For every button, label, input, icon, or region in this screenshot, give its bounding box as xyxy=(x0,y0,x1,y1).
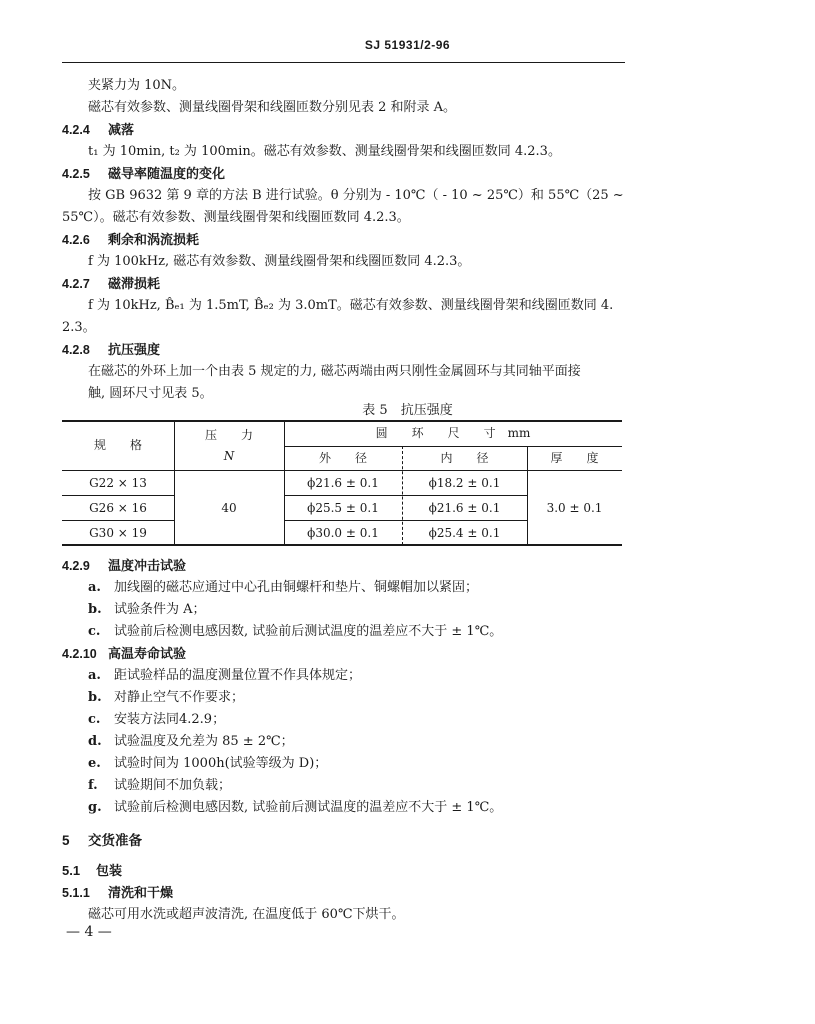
chapter-number: 5 xyxy=(62,833,70,848)
section-title: 剩余和涡流损耗 xyxy=(108,232,200,247)
list-marker: g. xyxy=(88,800,102,815)
cell-thickness: 3.0 ± 0.1 xyxy=(546,501,603,515)
list-text: 试验条件为 A； xyxy=(114,602,206,617)
list-marker: e. xyxy=(88,756,101,771)
header-spec: 规 格 xyxy=(93,438,142,452)
section-heading-5-1-1 xyxy=(62,884,173,903)
table-rule xyxy=(62,520,174,521)
header-force: 压 力 xyxy=(204,428,253,442)
section-number: 4.2.5 xyxy=(62,167,90,181)
paragraph-line: 按 GB 9632 第 9 章的方法 B 进行试验。θ 分别为 - 10℃（ - 10 ~ 25℃）和 55℃（25 ~ xyxy=(88,188,624,203)
cell-spec: G22 × 13 xyxy=(89,476,147,490)
table-bottom-rule xyxy=(62,544,622,546)
section-heading-4-2-9 xyxy=(62,557,186,576)
table-top-rule xyxy=(62,420,622,422)
list-item xyxy=(88,623,502,641)
list-text: 试验前后检测电感因数, 试验前后测试温度的温差应不大于 ± 1℃。 xyxy=(114,800,503,815)
section-number: 4.2.4 xyxy=(62,123,90,137)
section-number: 4.2.6 xyxy=(62,233,90,247)
table-compressive-strength xyxy=(62,420,622,546)
list-marker: f. xyxy=(88,778,98,793)
section-heading-4-2-10 xyxy=(62,645,186,664)
section-heading-4-2-4 xyxy=(62,121,134,140)
header-force-unit: N xyxy=(223,449,235,463)
section-title: 包装 xyxy=(96,863,123,878)
paragraph-line: 在磁芯的外环上加一个由表 5 规定的力, 磁芯两端由两只刚性金属圆环与其同轴平面接 xyxy=(88,364,581,379)
list-item xyxy=(88,689,244,707)
section-number: 5.1 xyxy=(62,863,81,878)
table-rule xyxy=(284,520,527,521)
list-text: 试验期间不加负载； xyxy=(114,778,232,793)
list-item xyxy=(88,799,502,817)
section-title: 抗压强度 xyxy=(108,342,161,357)
table-rule xyxy=(62,470,622,471)
cell-spec: G26 × 16 xyxy=(89,501,147,515)
cell-inner: ϕ21.6 ± 0.1 xyxy=(428,501,501,515)
list-item xyxy=(88,667,361,685)
list-text: 对静止空气不作要求； xyxy=(114,690,245,705)
list-item xyxy=(88,733,294,751)
paragraph-line: t₁ 为 10min, t₂ 为 100min。磁芯有效参数、测量线圈骨架和线圈匝数同 4.2.3。 xyxy=(88,144,561,159)
paragraph-line: f 为 100kHz, 磁芯有效参数、测量线圈骨架和线圈匝数同 4.2.3。 xyxy=(88,254,471,269)
list-marker: a. xyxy=(88,668,101,683)
table-rule xyxy=(284,446,622,447)
paragraph-line: 2.3。 xyxy=(62,320,96,335)
paragraph-line: 夹紧力为 10N。 xyxy=(88,78,186,93)
section-heading-4-2-8 xyxy=(62,341,160,360)
chapter-heading-5 xyxy=(62,832,142,851)
list-item xyxy=(88,601,206,619)
list-item xyxy=(88,711,225,729)
list-text: 试验前后检测电感因数, 试验前后测试温度的温差应不大于 ± 1℃。 xyxy=(114,624,503,639)
header-inner-diameter: 内 径 xyxy=(440,451,489,465)
cell-outer: ϕ21.6 ± 0.1 xyxy=(307,476,379,490)
list-item xyxy=(88,777,231,795)
section-heading-4-2-6 xyxy=(62,231,199,250)
section-title: 温度冲击试验 xyxy=(108,558,187,573)
paragraph-line: 55℃）。磁芯有效参数、测量线圈骨架和线圈匝数同 4.2.3。 xyxy=(62,210,410,225)
list-text: 试验时间为 1000h(试验等级为 D)； xyxy=(114,756,328,771)
list-text: 距试验样品的温度测量位置不作具体规定； xyxy=(114,668,362,683)
cell-inner: ϕ25.4 ± 0.1 xyxy=(428,526,501,540)
paragraph-line: 磁芯可用水洗或超声波清洗, 在温度低于 60℃下烘干。 xyxy=(88,907,405,922)
section-heading-4-2-5 xyxy=(62,165,225,184)
section-heading-4-2-7 xyxy=(62,275,160,294)
table-rule xyxy=(62,495,174,496)
list-item xyxy=(88,579,478,597)
chapter-title: 交货准备 xyxy=(88,833,142,848)
header-outer-diameter: 外 径 xyxy=(318,451,367,465)
list-text: 试验温度及允差为 85 ± 2℃； xyxy=(114,734,294,749)
section-title: 减落 xyxy=(108,122,135,137)
list-item xyxy=(88,755,327,773)
cell-force: 40 xyxy=(221,501,237,515)
section-title: 高温寿命试验 xyxy=(108,646,187,661)
list-marker: b. xyxy=(88,602,102,617)
page-number: — 4 — xyxy=(66,924,112,940)
table-caption: 表 5 抗压强度 xyxy=(362,403,453,418)
section-number: 4.2.9 xyxy=(62,559,90,573)
section-heading-5-1 xyxy=(62,862,122,881)
section-number: 4.2.8 xyxy=(62,343,90,357)
header-ring-size: 圆 环 尺 寸 mm xyxy=(375,426,531,440)
table-rule xyxy=(284,495,527,496)
cell-outer: ϕ30.0 ± 0.1 xyxy=(307,526,379,540)
paragraph-line: f 为 10kHz, B̂ₑ₁ 为 1.5mT, B̂ₑ₂ 为 3.0mT。磁芯有效参数、测量线圈骨架和线圈匝数同 4. xyxy=(88,298,614,313)
list-marker: c. xyxy=(88,712,101,727)
document-code: SJ 51931/2-96 xyxy=(364,38,451,52)
header-thickness: 厚 度 xyxy=(550,451,599,465)
header-rule xyxy=(62,62,625,63)
cell-outer: ϕ25.5 ± 0.1 xyxy=(307,501,379,515)
list-marker: c. xyxy=(88,624,101,639)
section-number: 4.2.10 xyxy=(62,647,97,661)
list-text: 安装方法同4.2.9； xyxy=(114,712,226,727)
cell-inner: ϕ18.2 ± 0.1 xyxy=(428,476,501,490)
cell-spec: G30 × 19 xyxy=(89,526,147,540)
list-text: 加线圈的磁芯应通过中心孔由铜螺杆和垫片、铜螺帽加以紧固； xyxy=(114,580,479,595)
section-title: 磁导率随温度的变化 xyxy=(108,166,226,181)
section-title: 磁滞损耗 xyxy=(108,276,161,291)
paragraph-line: 触, 圆环尺寸见表 5。 xyxy=(88,386,213,401)
section-number: 5.1.1 xyxy=(62,886,90,900)
list-marker: b. xyxy=(88,690,102,705)
list-marker: d. xyxy=(88,734,102,749)
list-marker: a. xyxy=(88,580,101,595)
section-number: 4.2.7 xyxy=(62,277,90,291)
paragraph-line: 磁芯有效参数、测量线圈骨架和线圈匝数分别见表 2 和附录 A。 xyxy=(88,100,457,115)
section-title: 清洗和干燥 xyxy=(108,885,174,900)
